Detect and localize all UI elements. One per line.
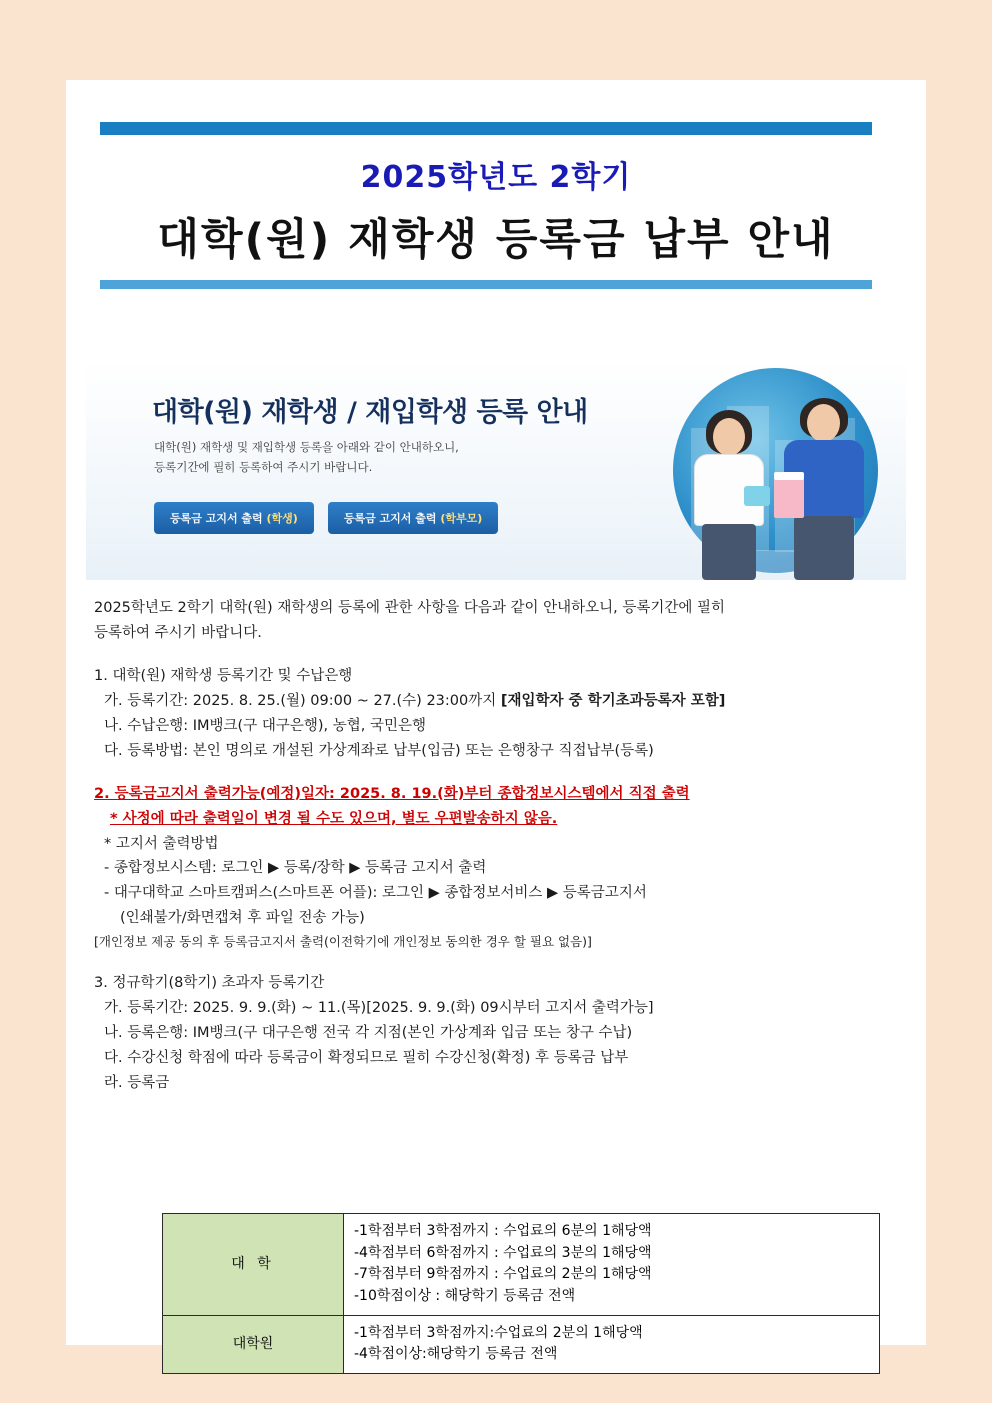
- fee-table-label-graduate: 대학원: [163, 1315, 344, 1373]
- section-1: [94, 664, 904, 764]
- table-row: [163, 1315, 880, 1373]
- intro-line-2: 등록하여 주시기 바랍니다.: [94, 624, 262, 641]
- print-bill-parent-button[interactable]: [328, 502, 498, 534]
- fee-table-value-graduate: [344, 1315, 880, 1373]
- print-bill-parent-tag: (학부모): [440, 512, 483, 525]
- print-bill-student-label: 등록금 고지서 출력: [170, 512, 263, 525]
- section-3: [94, 971, 904, 1096]
- banner-button-group: [154, 502, 498, 534]
- section-2-item-2: - 대구대학교 스마트캠퍼스(스마트폰 어플): 로그인 ▶ 종합정보서비스 ▶ 등록금고지서: [104, 885, 647, 902]
- section-2: [94, 782, 904, 953]
- section-2-item-2-sub: (인쇄불가/화면캡쳐 후 파일 전송 가능): [120, 910, 365, 927]
- banner-subtitle-line-1: 대학(원) 재학생 및 재입학생 등록을 아래와 같이 안내하오니,: [154, 440, 459, 454]
- page-title: [66, 152, 926, 267]
- print-bill-student-button[interactable]: [154, 502, 314, 534]
- table-row: [163, 1214, 880, 1316]
- intro-line-1: 2025학년도 2학기 대학(원) 재학생의 등록에 관한 사항을 다음과 같이 안내하오니, 등록기간에 필히: [94, 600, 726, 616]
- banner-subtitle: [154, 438, 459, 477]
- section-1-heading: 1. 대학(원) 재학생 등록기간 및 수납은행: [94, 667, 353, 684]
- fee-line: -1학점부터 3학점까지 : 수업료의 6분의 1해당액: [354, 1223, 652, 1239]
- fee-table-label-undergraduate: 대 학: [163, 1214, 344, 1316]
- section-3-heading: 3. 정규학기(8학기) 초과자 등록기간: [94, 974, 325, 991]
- section-1-item-a-text: 가. 등록기간: 2025. 8. 25.(월) 09:00 ~ 27.(수) 23:00까지: [104, 692, 497, 709]
- section-1-item-c: 다. 등록방법: 본인 명의로 개설된 가상계좌로 납부(입금) 또는 은행창구 직접납부(등록): [104, 742, 654, 759]
- student-photo-left: [682, 410, 774, 580]
- header-divider-bottom: [100, 280, 872, 289]
- notice-page: [66, 80, 926, 1363]
- print-bill-parent-label: 등록금 고지서 출력: [343, 512, 437, 525]
- section-1-item-a-bracket: [재입학자 중 학기초과등록자 포함]: [500, 692, 726, 709]
- section-2-note: * 사정에 따라 출력일이 변경 될 수도 있으며, 별도 우편발송하지 않음.: [110, 810, 558, 827]
- fee-line: -4학점부터 6학점까지 : 수업료의 3분의 1해당액: [354, 1244, 652, 1261]
- title-line-2: 대학(원) 재학생 등록금 납부 안내: [157, 215, 835, 265]
- section-3-item-d: 라. 등록금: [104, 1074, 170, 1091]
- section-2-item-1: - 종합정보시스템: 로그인 ▶ 등록/장학 ▶ 등록금 고지서 출력: [104, 860, 487, 877]
- intro-paragraph: [94, 596, 904, 646]
- fee-line: -4학점이상:해당학기 등록금 전액: [354, 1346, 558, 1363]
- fee-table-value-undergraduate: [344, 1214, 880, 1316]
- student-photo-right: [774, 398, 874, 580]
- header-divider-top: [100, 122, 872, 135]
- section-1-item-b: 나. 수납은행: IM뱅크(구 대구은행), 농협, 국민은행: [104, 717, 426, 734]
- section-3-item-c: 다. 수강신청 학점에 따라 등록금이 확정되므로 필히 수강신청(확정) 후 등록금 납부: [104, 1049, 629, 1066]
- fee-table: [162, 1213, 880, 1374]
- section-2-how-label: * 고지서 출력방법: [104, 835, 219, 852]
- section-3-item-a: 가. 등록기간: 2025. 9. 9.(화) ~ 11.(목)[2025. 9. 9.(화) 09시부터 고지서 출력가능]: [104, 999, 654, 1016]
- section-2-heading: 2. 등록금고지서 출력가능(예정)일자: 2025. 8. 19.(화)부터 종합정보시스템에서 직접 출력: [94, 785, 690, 802]
- section-1-item-a: [94, 689, 904, 714]
- registration-banner-image: [86, 360, 906, 580]
- fee-line: -7학점부터 9학점까지 : 수업료의 2분의 1해당액: [354, 1266, 652, 1283]
- fee-line: -10학점이상 : 해당학기 등록금 전액: [354, 1288, 576, 1305]
- print-bill-student-tag: (학생): [266, 512, 298, 525]
- title-line-1: 2025학년도 2학기: [360, 160, 632, 195]
- fee-line: -1학점부터 3학점까지:수업료의 2분의 1해당액: [354, 1324, 643, 1341]
- banner-subtitle-line-2: 등록기간에 필히 등록하여 주시기 바랍니다.: [154, 459, 373, 474]
- section-3-item-b: 나. 등록은행: IM뱅크(구 대구은행 전국 각 지점(본인 가상계좌 입금 또는 창구 수납): [104, 1024, 633, 1041]
- notice-body: [94, 596, 904, 1095]
- section-2-item-3: [개인정보 제공 동의 후 등록금고지서 출력(이전학기에 개인정보 동의한 경우 할 필요 없음)]: [94, 934, 592, 950]
- banner-title: 대학(원) 재학생 / 재입학생 등록 안내: [152, 397, 588, 428]
